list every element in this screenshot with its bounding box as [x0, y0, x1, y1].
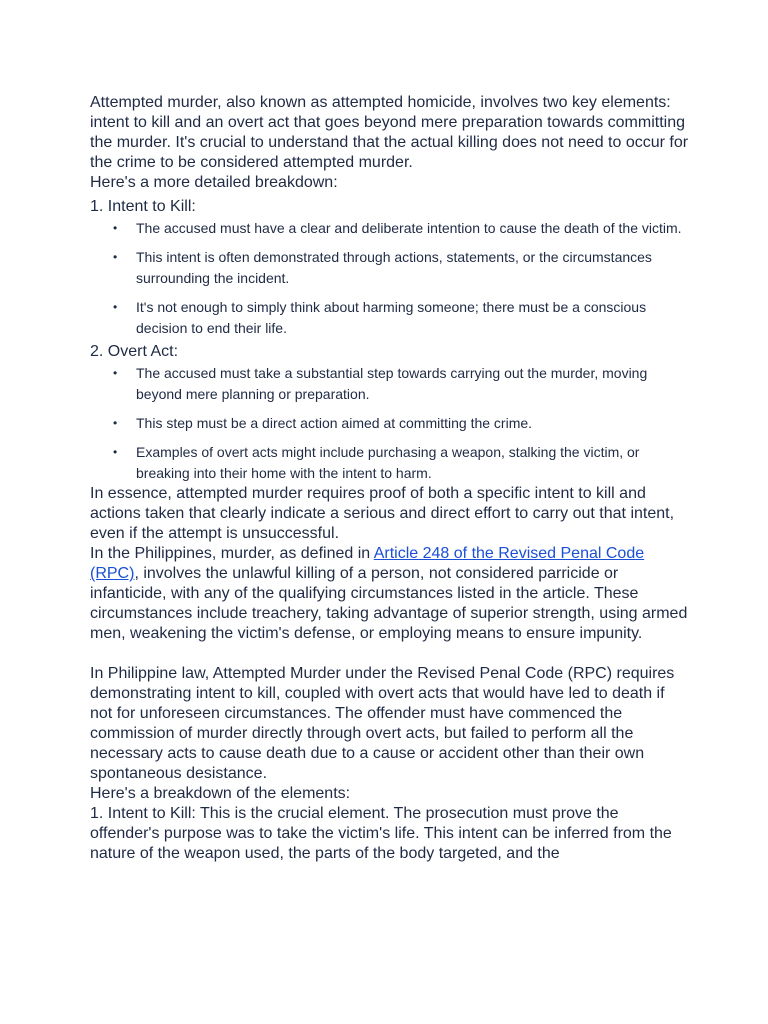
elements-breakdown-line: Here's a breakdown of the elements: [90, 785, 351, 802]
list-item: • This intent is often demonstrated through actions, statements, or the circumstances surrounding the incident. [136, 247, 690, 289]
document-body [90, 93, 690, 864]
overt-act-bullet-list [90, 363, 690, 484]
list-item: • It's not enough to simply think about harming someone; there must be a conscious decision to end their life. [136, 297, 690, 339]
philippines-text-before: In the Philippines, murder, as defined in [90, 545, 374, 562]
list-item: • The accused must take a substantial step towards carrying out the murder, moving beyond mere planning or preparation. [136, 363, 690, 405]
philippine-law-paragraph: In Philippine law, Attempted Murder under the Revised Penal Code (RPC) requires demonstrating intent to kill, coupled with overt acts that would have led to death if not for unforeseen circumstances. The offender must have commenced the commission of murder directly through overt acts, but failed to perform all the necessary acts to cause death due to a cause or accident other than their own spontaneous desistance. [90, 665, 675, 782]
element-intent-paragraph: 1. Intent to Kill: This is the crucial element. The prosecution must prove the offender's purpose was to take the victim's life. This intent can be inferred from the nature of the weapon used, the parts of the body targeted, and the [90, 805, 672, 862]
philippines-text-after: , involves the unlawful killing of a person, not considered parricide or infanticide, with any of the qualifying circumstances listed in the article. These circumstances include treachery, taking advantage of superior strength, using armed men, weakening the victim's defense, or employing means to ensure impunity. [90, 565, 688, 642]
intent-bullet-list [90, 218, 690, 339]
list-item: • Examples of overt acts might include purchasing a weapon, stalking the victim, or breaking into their home with the intent to harm. [136, 442, 690, 484]
article-248-link[interactable]: Article 248 of the Revised Penal Code (RPC) [90, 545, 645, 582]
paragraph-spacer [90, 644, 690, 664]
section-heading-overt-act: 2. Overt Act: [90, 343, 179, 360]
intro-paragraph: Attempted murder, also known as attempted homicide, involves two key elements: intent to kill and an overt act that goes beyond mere preparation towards committing the murder. It's crucial to understand that the actual killing does not need to occur for the crime to be considered attempted murder. [90, 94, 689, 171]
list-item: • This step must be a direct action aimed at committing the crime. [136, 413, 690, 434]
section-heading-intent: 1. Intent to Kill: [90, 198, 196, 215]
intro-breakdown-line: Here's a more detailed breakdown: [90, 174, 338, 191]
philippines-murder-paragraph [90, 544, 690, 644]
list-item: • The accused must have a clear and deliberate intention to cause the death of the victim. [136, 218, 690, 239]
essence-paragraph: In essence, attempted murder requires proof of both a specific intent to kill and actions taken that clearly indicate a serious and direct effort to carry out that intent, even if the attempt is unsuccessful. [90, 485, 675, 542]
